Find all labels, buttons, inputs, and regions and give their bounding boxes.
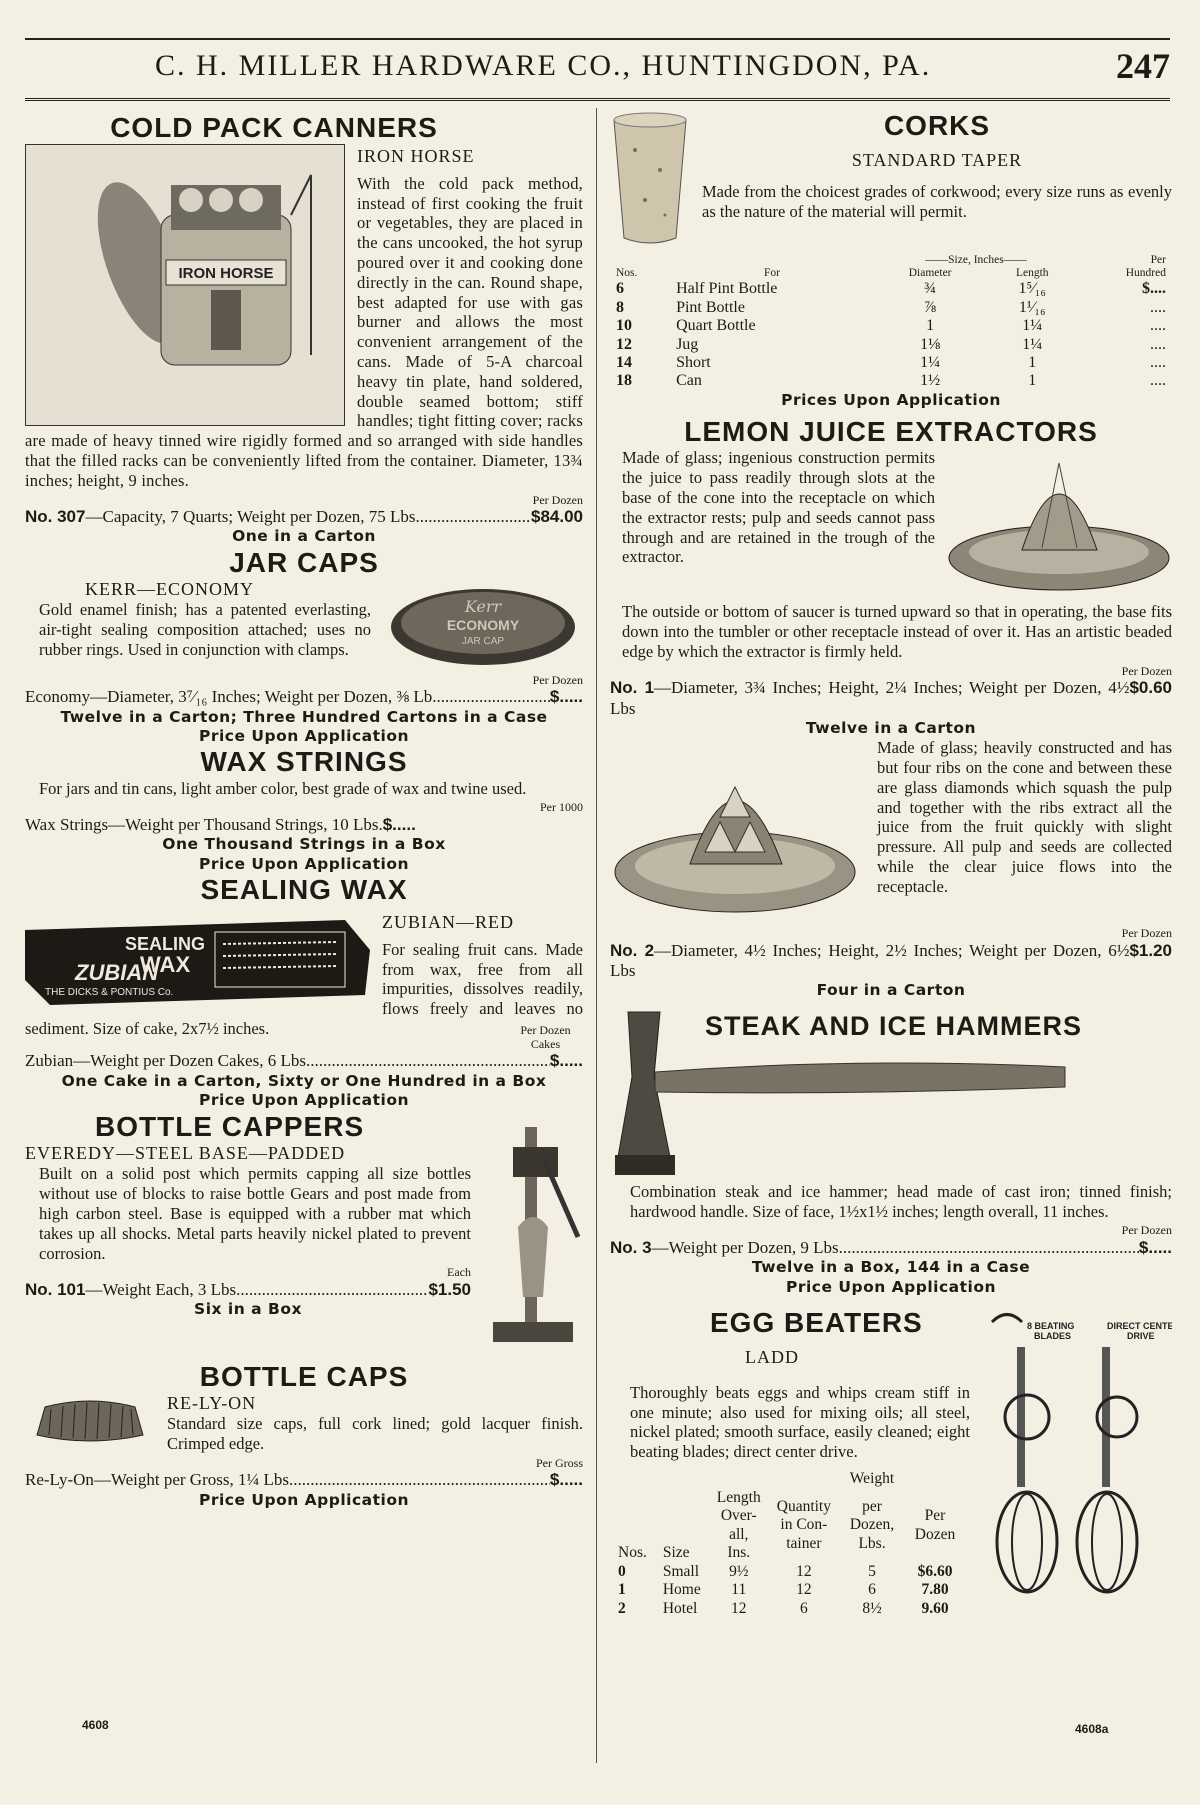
kerr-jar-cap-image (383, 579, 583, 669)
sealing-wax-price-line: Zubian—Weight per Dozen Cakes, 6 Lbs ..... $..... (25, 1051, 583, 1071)
ladd-egg-beater-image (982, 1307, 1172, 1597)
svg-text:ZUBIAN: ZUBIAN (75, 960, 159, 986)
bottle-caps-description: Standard size caps, full cork lined; gold lacquer finish. Crimped edge. (167, 1414, 583, 1454)
section-heading: STEAK AND ICE HAMMERS (705, 1010, 1083, 1041)
bottle-caps-price-note: Price Upon Application (198, 1490, 410, 1509)
sealing-wax-description: For sealing fruit cans. Made from wax, free from all impurities, dissolves readily, flows freely and leaves no sediment. Size of cake, 2x7½ inches. (25, 939, 583, 1038)
svg-text:THE DICKS & PONTIUS Co.: THE DICKS & PONTIUS Co. (45, 987, 174, 999)
section-heading: LEMON JUICE EXTRACTORS (684, 416, 1098, 448)
bottle-cappers-description: Built on a solid post which permits capping all size bottles without use of blocks to raise bottle Gears and post made from high carbon steel. Base is equipped with a rubber mat which takes up all shocks. Metal parts heavily nickel plated to prevent corrosion. (39, 1164, 471, 1263)
wax-strings-price-line: Wax Strings—Weight per Thousand Strings, 10 Lbs. $..... (25, 814, 416, 834)
hammers-pack: Twelve in a Box, 144 in a Case (751, 1258, 1031, 1277)
zubian-sealing-wax-image (25, 910, 370, 1010)
canner-subheading: IRON HORSE (357, 146, 475, 167)
svg-text:SEALING: SEALING (125, 934, 206, 955)
svg-text:BLADES: BLADES (1034, 1330, 1072, 1341)
cork-row: 18 Can 1½ 1 .... (616, 372, 1166, 390)
egg-beater-row: 2 Hotel 12 6 8½ 9.60 (618, 1600, 949, 1618)
hammers-price-line: No. 3—Weight per Dozen, 9 Lbs ..... $..... (610, 1238, 1172, 1258)
cork-row: 8 Pint Bottle ⅞ 1¹⁄₁₆ .... (616, 298, 1166, 316)
everedy-capper-image (483, 1117, 583, 1357)
bottle-cap-image (25, 1393, 155, 1448)
each-label: Each (447, 1265, 471, 1280)
bottle-cappers-subheading: EVEREDY—STEEL BASE—PADDED (25, 1142, 346, 1163)
svg-text:WAX: WAX (140, 952, 191, 978)
header-title: C. H. MILLER HARDWARE CO., HUNTINGDON, PA. (155, 49, 932, 82)
wax-strings-price-note: Price Upon Application (198, 854, 410, 873)
section-heading: BOTTLE CAPPERS (95, 1110, 365, 1142)
svg-text:DRIVE: DRIVE (1127, 1330, 1155, 1341)
lemon-description-2: The outside or bottom of saucer is turned upward so that in operating, the base fits down into the tumbler or other receptacle instead of over it. Has an artistic beaded edge by which the extractor is firmly held. (622, 602, 1172, 661)
section-heading: WAX STRINGS (200, 746, 408, 778)
section-heading: CORKS (883, 110, 991, 141)
lemon-extractor-2-image (610, 742, 865, 922)
egg-beaters-subheading: LADD (745, 1347, 799, 1368)
bottle-caps-subheading: RE-LY-ON (167, 1392, 257, 1413)
page-header (25, 45, 1170, 97)
egg-beaters-table: Weight Nos. Size Length Over-all, Ins. Quantity in Con-tainer per Dozen, Lbs. Per Dozen 0 Small 9½ 12 5 $6.60 1 Home 11 12 6 7.80 2 Hotel 12 6 8½ 9.60 (610, 1470, 965, 1619)
canner-price: $84.00 (531, 506, 583, 526)
per-dozen-cakes-label: Per Dozen Cakes (520, 1022, 571, 1052)
jar-caps-subheading: KERR—ECONOMY (85, 578, 255, 599)
column-divider (596, 108, 597, 1763)
canner-label: IRON HORSE (178, 265, 274, 283)
cork-row: 6 Half Pint Bottle ¾ 1⁵⁄₁₆ $.... (616, 280, 1166, 298)
hammers-price-note: Price Upon Application (785, 1277, 997, 1296)
per-dozen-label: Per Dozen (1121, 926, 1172, 941)
lemon-1-pack: Twelve in a Carton (805, 718, 977, 737)
lemon-2-price-line: No. 2—Diameter, 4½ Inches; Height, 2½ Inches; Weight per Dozen, 6½ Lbs $1.20 (610, 940, 1172, 981)
wax-strings-description: For jars and tin cans, light amber color, best grade of wax and twine used. (39, 778, 527, 798)
per-1000-label: Per 1000 (540, 800, 583, 815)
wax-strings-section (25, 746, 583, 874)
per-dozen-label: Per Dozen (532, 492, 583, 507)
section-heading: SEALING WAX (200, 873, 408, 905)
section-heading: EGG BEATERS (710, 1306, 923, 1338)
bottle-cappers-price-line: No. 101—Weight Each, 3 Lbs. ..... $1.50 (25, 1280, 471, 1300)
jar-caps-price-note: Price Upon Application (198, 727, 410, 746)
canner-pack: One in a Carton (232, 527, 376, 546)
bottle-caps-price-line: Re-Ly-On—Weight per Gross, 1¼ Lbs ..... $..... (25, 1470, 583, 1490)
svg-text:JAR CAP: JAR CAP (461, 635, 505, 647)
section-heading: BOTTLE CAPS (199, 1360, 409, 1392)
header-rule-top (25, 38, 1170, 40)
svg-text:8 BEATING: 8 BEATING (1027, 1320, 1075, 1331)
egg-beaters-description: Thoroughly beats eggs and whips cream stiff in one minute; also used for mixing oils; all steel, nickel plated; smooth surface, easily cleaned; eight beating blades; direct center drive. (630, 1382, 970, 1462)
bottle-cappers-section (25, 1111, 583, 1320)
jar-caps-section (25, 547, 583, 747)
lemon-extractor-1-image (947, 448, 1172, 598)
svg-text:ECONOMY: ECONOMY (446, 616, 520, 633)
hammers-description: Combination steak and ice hammer; head made of cast iron; tinned finish; hardwood handle. Size of face, 1½x1½ inches; length overall, 11 inches. (630, 1181, 1172, 1221)
section-heading: JAR CAPS (229, 546, 379, 578)
jar-caps-price-line: Economy—Diameter, 3⁷⁄₁₆ Inches; Weight per Dozen, ⅜ Lb ..... $..... (25, 687, 583, 707)
canner-price-line: No. 307—Capacity, 7 Quarts; Weight per Dozen, 75 Lbs ..... $84.00 (25, 507, 583, 527)
jar-caps-description: Gold enamel finish; has a patented everlasting, air-tight sealing composition attached; uses no rubber rings. Used in conjunction with clamps. (39, 600, 371, 660)
sealing-wax-pack: One Cake in a Carton, Sixty or One Hundred in a Box (61, 1071, 547, 1090)
lemon-juice-section (610, 416, 1172, 1001)
cork-row: 14 Short 1¼ 1 .... (616, 354, 1166, 371)
jar-caps-pack: Twelve in a Carton; Three Hundred Cartons in a Case (60, 707, 548, 726)
footer-code-left: 4608 (82, 1718, 109, 1732)
corks-section (610, 110, 1172, 410)
corks-description: Made from the choicest grades of corkwood; every size runs as evenly as the nature of the material will permit. (702, 181, 1172, 221)
corks-subheading: STANDARD TAPER (851, 150, 1023, 171)
left-column (25, 112, 583, 1510)
sealing-wax-price-note: Price Upon Application (198, 1091, 410, 1110)
cork-row: 10 Quart Bottle 1 1¼ .... (616, 317, 1166, 335)
per-gross-label: Per Gross (536, 1455, 583, 1470)
sealing-wax-section (25, 874, 583, 1111)
sealing-wax-subheading: ZUBIAN—RED (382, 912, 514, 933)
cork-image (610, 110, 690, 250)
lemon-description-3: Made of glass; heavily constructed and has but four ribs on the cone and between these are glass diamonds which squash the pulp and together with the ribs extract all the juice from the fruit quickly with slight pressure. All pulp and seeds are collected while the clear juice flows into the receptacle. (877, 738, 1172, 896)
right-column (610, 112, 1172, 1619)
header-rule-bottom (25, 98, 1170, 104)
cold-pack-canners-section (25, 112, 583, 547)
corks-table: ——Size, Inches—— Per Nos. For Diameter Length Hundred 6 Half Pint Bottle ¾ 1⁵⁄₁₆ $.... 8 Pint Bottle ⅞ 1¹⁄₁₆ .... 10 Quart Bottle 1 1¼ .... 12 Jug 1⅛ 1¼ .... 14 Short 1¼ 1 .... 18 Can 1½ 1 .... (610, 254, 1172, 391)
lemon-1-price-line: No. 1—Diameter, 3¾ Inches; Height, 2¼ Inches; Weight per Dozen, 4½ Lbs $0.60 (610, 678, 1172, 718)
egg-beater-row: 0 Small 9½ 12 5 $6.60 (618, 1562, 953, 1580)
cork-row: 12 Jug 1⅛ 1¼ .... (616, 335, 1166, 353)
canner-description: With the cold pack method, instead of first cooking the fruit or vegetables, they are placed in the cans uncooked, the hot syrup poured over it and cooking done directly in the can. Round shape, best adapted for use with gas burner and allows the most convenient arrangement of the cans. Made of 5-A charcoal heavy tin plate, hand soldered, double seamed bottom; stiff handles; tight fitting cover; racks are made of heavy tinned wire rigidly formed and so arranged with side handles that the filled racks can be conveniently lifted from the container. Diameter, 13¾ inches; height, 9 inches. (25, 173, 583, 490)
footer-code-right: 4608a (1075, 1722, 1109, 1736)
egg-beater-row: 1 Home 11 12 6 7.80 (618, 1581, 949, 1599)
per-dozen-label: Per Dozen (532, 672, 583, 687)
lemon-description-1: Made of glass; ingenious construction permits the juice to pass readily through slots at the base of the cone into the receptacle on which the extractor rests; pulp and seeds cannot pass through and are retained in the trough of the extractor. (622, 448, 935, 567)
hammer-figure (610, 1007, 1172, 1182)
bottle-caps-section (25, 1361, 583, 1511)
section-heading: COLD PACK CANNERS (110, 112, 438, 143)
lemon-2-pack: Four in a Carton (816, 981, 966, 1000)
svg-text:DIRECT CENTE: DIRECT CENTE (1107, 1320, 1172, 1331)
wax-strings-pack: One Thousand Strings in a Box (162, 835, 446, 854)
iron-horse-canner-image (25, 144, 345, 426)
bottle-cappers-pack: Six in a Box (194, 1300, 302, 1319)
steak-hammers-section (610, 1007, 1172, 1297)
corks-price-note: Prices Upon Application (781, 390, 1001, 409)
per-dozen-label: Per Dozen (1121, 1223, 1172, 1238)
page-number: 247 (1116, 46, 1170, 86)
egg-beaters-section (610, 1307, 1172, 1619)
per-dozen-label: Per Dozen (1121, 663, 1172, 678)
jar-cap-brand: Kerr (464, 596, 502, 616)
